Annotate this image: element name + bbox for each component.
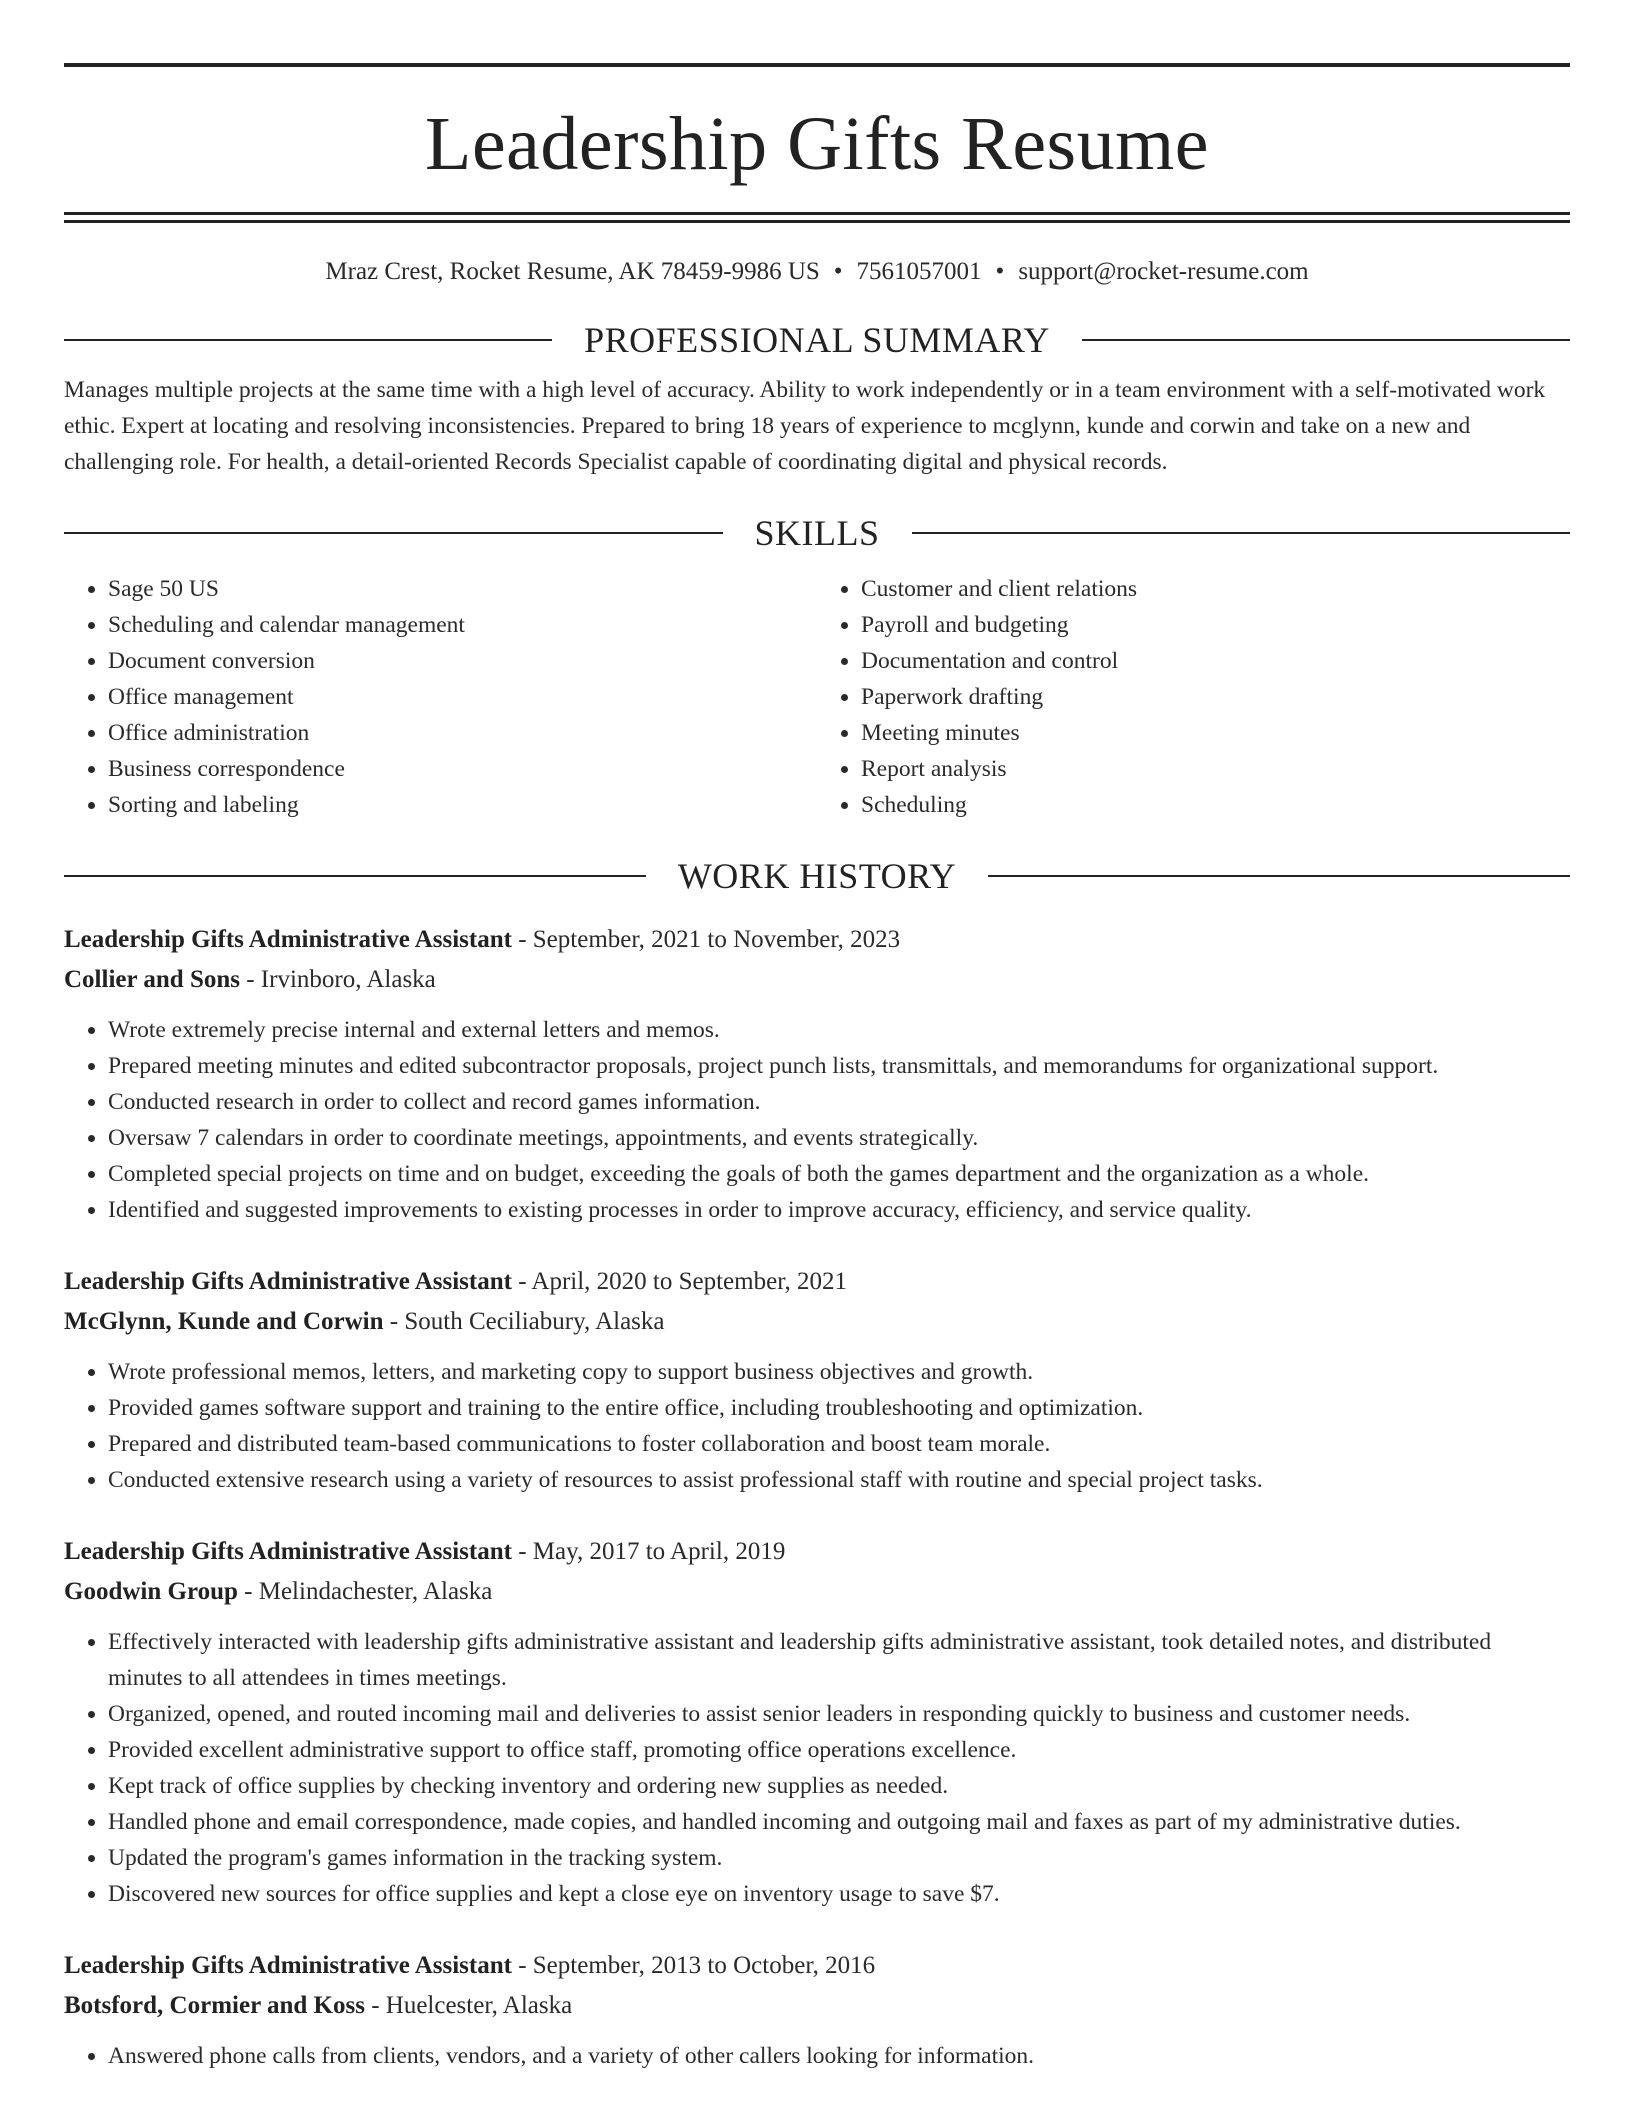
skill-item: • Business correspondence [108, 751, 817, 787]
skill-item: • Meeting minutes [861, 715, 1570, 751]
job-bullet: • Oversaw 7 calendars in order to coordinate meetings, appointments, and events strategically. [108, 1120, 1570, 1156]
job-location: - Huelcester, Alaska [364, 1992, 573, 2019]
skill-item: • Sage 50 US [108, 571, 817, 607]
skills-list-right [817, 571, 1570, 823]
job-bullet-list [64, 2038, 1570, 2074]
job-bullet: • Identified and suggested improvements to existing processes in order to improve accuracy, efficiency, and service quality. [108, 1192, 1570, 1228]
job-title-line [64, 1946, 1570, 1986]
skill-item: • Office management [108, 679, 817, 715]
skill-item: • Customer and client relations [861, 571, 1570, 607]
job-bullet-list [64, 1354, 1570, 1498]
job-company: Botsford, Cormier and Koss [64, 1992, 365, 2019]
contact-email: support@rocket-resume.com [1018, 258, 1309, 285]
job-dates: - April, 2020 to September, 2021 [511, 1268, 848, 1295]
job-bullet: • Prepared meeting minutes and edited subcontractor proposals, project punch lists, transmittals, and memorandums for organizational support. [108, 1048, 1570, 1084]
work-heading: WORK HISTORY [677, 856, 957, 896]
skill-item: • Report analysis [861, 751, 1570, 787]
skill-item: • Documentation and control [861, 643, 1570, 679]
job-title-line [64, 920, 1570, 960]
summary-heading: PROFESSIONAL SUMMARY [584, 320, 1050, 360]
job-entry [64, 1946, 1570, 2074]
resume-title: Leadership Gifts Resume [425, 102, 1209, 186]
job-company: McGlynn, Kunde and Corwin [64, 1308, 384, 1335]
divider-line [64, 532, 723, 534]
job-title: Leadership Gifts Administrative Assistant [64, 1268, 512, 1295]
job-bullet: • Conducted extensive research using a variety of resources to assist professional staff with routine and special project tasks. [108, 1462, 1570, 1498]
skill-item: • Payroll and budgeting [861, 607, 1570, 643]
divider-line [1082, 339, 1570, 341]
job-bullet: • Completed special projects on time and on budget, exceeding the goals of both the games department and the organization as a whole. [108, 1156, 1570, 1192]
divider-line [912, 532, 1571, 534]
job-bullet-list [64, 1624, 1570, 1912]
job-company: Collier and Sons [64, 966, 240, 993]
skills-list-left [64, 571, 817, 823]
work-section-header [64, 856, 1570, 896]
resume-page [64, 0, 1570, 2074]
job-bullet: • Provided excellent administrative support to office staff, promoting office operations excellence. [108, 1732, 1570, 1768]
skills-heading: SKILLS [754, 513, 880, 553]
top-rule [64, 63, 1570, 67]
job-bullet-list [64, 1012, 1570, 1228]
title-double-rule [64, 212, 1570, 223]
job-bullet: • Provided games software support and training to the entire office, including troubleshooting and optimization. [108, 1390, 1570, 1426]
contact-line [64, 257, 1570, 287]
skill-item: • Document conversion [108, 643, 817, 679]
job-bullet: • Effectively interacted with leadership gifts administrative assistant and leadership gifts administrative assistant, took detailed notes, and distributed minutes to all attendees in times meetings. [108, 1624, 1570, 1696]
skill-item: • Scheduling [861, 787, 1570, 823]
job-bullet: • Handled phone and email correspondence, made copies, and handled incoming and outgoing mail and faxes as part of my administrative duties. [108, 1804, 1570, 1840]
job-bullet: • Conducted research in order to collect and record games information. [108, 1084, 1570, 1120]
job-company-line [64, 960, 1570, 1000]
work-history-list [64, 920, 1570, 2074]
job-title-line [64, 1532, 1570, 1572]
divider-line [988, 875, 1570, 877]
job-company-line [64, 1302, 1570, 1342]
job-title: Leadership Gifts Administrative Assistant [64, 926, 512, 953]
skill-item: • Sorting and labeling [108, 787, 817, 823]
job-entry [64, 1262, 1570, 1498]
job-company-line [64, 1986, 1570, 2026]
contact-address: Mraz Crest, Rocket Resume, AK 78459-9986 US [325, 258, 820, 285]
job-location: - Irvinboro, Alaska [239, 966, 436, 993]
skills-columns [64, 571, 1570, 823]
divider-line [64, 875, 646, 877]
contact-phone: 7561057001 [856, 258, 982, 285]
divider-line [64, 339, 552, 341]
job-entry [64, 1532, 1570, 1912]
job-company: Goodwin Group [64, 1578, 238, 1605]
job-dates: - September, 2021 to November, 2023 [511, 926, 901, 953]
skill-item: • Scheduling and calendar management [108, 607, 817, 643]
contact-separator: • [995, 258, 1005, 285]
skills-section-header [64, 513, 1570, 553]
job-title: Leadership Gifts Administrative Assistant [64, 1952, 512, 1979]
skill-item: • Paperwork drafting [861, 679, 1570, 715]
job-bullet: • Kept track of office supplies by checking inventory and ordering new supplies as needed. [108, 1768, 1570, 1804]
summary-text: Manages multiple projects at the same time with a high level of accuracy. Ability to work independently or in a team environment with a self-motivated work ethic. Expert at locating and resolving inconsistencies. Prepared to bring 18 years of experience to mcglynn, kunde and corwin and take on a new and challenging role. For health, a detail-oriented Records Specialist capable of coordinating digital and physical records. [64, 377, 1546, 475]
job-dates: - May, 2017 to April, 2019 [511, 1538, 786, 1565]
job-title: Leadership Gifts Administrative Assistant [64, 1538, 512, 1565]
skill-item: • Office administration [108, 715, 817, 751]
job-location: - Melindachester, Alaska [237, 1578, 493, 1605]
job-company-line [64, 1572, 1570, 1612]
job-entry [64, 920, 1570, 1228]
summary-section-header [64, 320, 1570, 360]
job-dates: - September, 2013 to October, 2016 [511, 1952, 876, 1979]
job-bullet: • Organized, opened, and routed incoming mail and deliveries to assist senior leaders in responding quickly to business and customer needs. [108, 1696, 1570, 1732]
job-bullet: • Prepared and distributed team-based communications to foster collaboration and boost team morale. [108, 1426, 1570, 1462]
job-location: - South Ceciliabury, Alaska [383, 1308, 665, 1335]
job-title-line [64, 1262, 1570, 1302]
job-bullet: • Discovered new sources for office supplies and kept a close eye on inventory usage to save $7. [108, 1876, 1570, 1912]
job-bullet: • Answered phone calls from clients, vendors, and a variety of other callers looking for information. [108, 2038, 1570, 2074]
job-bullet: • Wrote professional memos, letters, and marketing copy to support business objectives and growth. [108, 1354, 1570, 1390]
contact-separator: • [833, 258, 843, 285]
job-bullet: • Updated the program's games information in the tracking system. [108, 1840, 1570, 1876]
job-bullet: • Wrote extremely precise internal and external letters and memos. [108, 1012, 1570, 1048]
